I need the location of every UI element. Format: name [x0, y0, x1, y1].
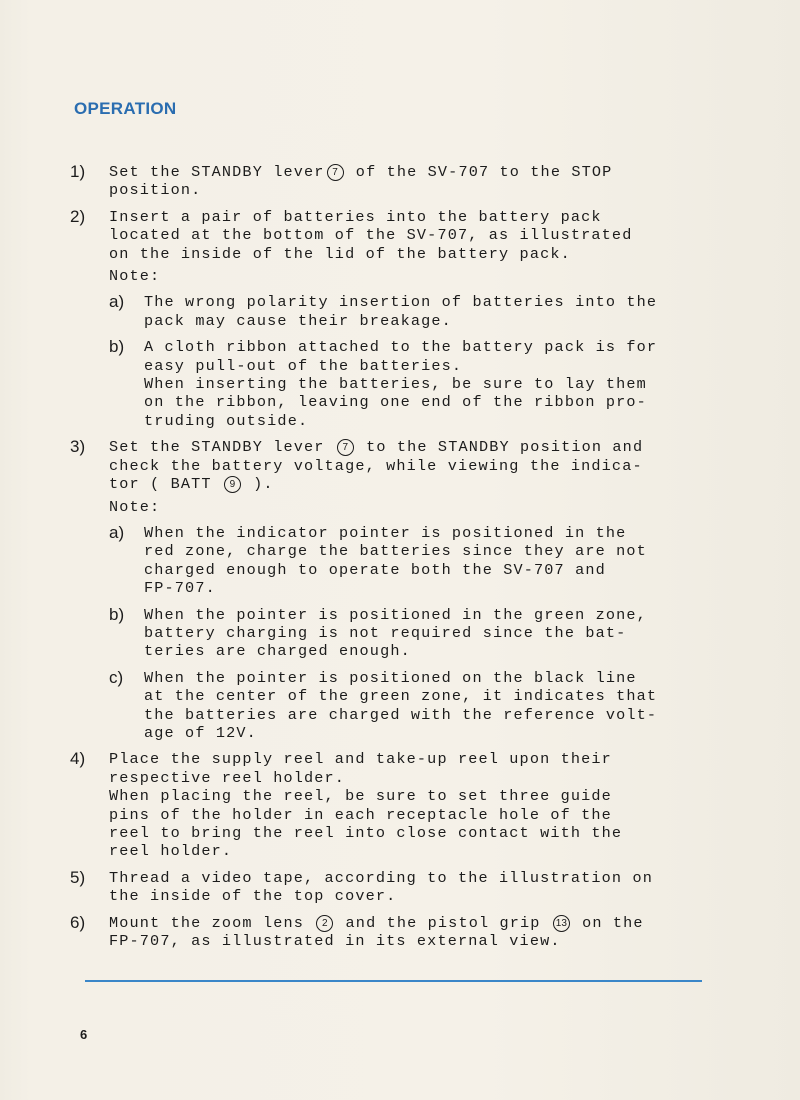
text-run: battery charging is not required since the bat-: [144, 623, 627, 642]
text-run: When the indicator pointer is positioned in the: [144, 523, 627, 542]
note-item-letter: a): [109, 522, 125, 542]
text-line: [144, 706, 735, 724]
text-run: pack may cause their breakage.: [144, 311, 452, 330]
text-line: [109, 914, 735, 932]
note-item: [109, 293, 735, 330]
note-item-letter: a): [109, 292, 125, 312]
step-item: [70, 163, 735, 200]
note-label: Note:: [109, 497, 161, 516]
step-number: 1): [70, 162, 86, 181]
text-line: [144, 579, 735, 597]
text-run: charged enough to operate both the SV-707 and: [144, 560, 606, 579]
text-line: [144, 312, 735, 330]
text-line: [144, 393, 735, 411]
circled-number: 9: [224, 476, 241, 493]
text-run: on the: [571, 913, 644, 932]
text-run: Set the STANDBY lever: [109, 163, 325, 181]
text-line: [109, 932, 735, 950]
text-line: [109, 163, 735, 181]
text-run: When the pointer is positioned on the black line: [144, 668, 637, 687]
text-line: [144, 524, 735, 542]
text-line: [144, 642, 735, 660]
text-run: reel holder.: [109, 842, 233, 861]
text-line: [109, 769, 735, 787]
text-run: reel to bring the reel into close contact with the: [109, 824, 623, 842]
text-run: The wrong polarity insertion of batteries into the: [144, 293, 658, 312]
text-line: [144, 542, 735, 560]
step-number: 2): [70, 206, 86, 226]
text-run: the batteries are charged with the reference volt-: [144, 705, 658, 724]
text-line: [144, 606, 735, 624]
text-line: [144, 624, 735, 642]
step-number: 6): [70, 912, 86, 932]
text-run: FP-707.: [144, 579, 216, 598]
text-line: [109, 824, 735, 842]
text-run: on the ribbon, leaving one end of the ribbon pro-: [144, 393, 647, 412]
step-number: 5): [70, 867, 86, 887]
text-run: pins of the holder in each receptacle hole of the: [109, 805, 612, 824]
step-number: 3): [70, 437, 86, 457]
circled-number: 2: [316, 915, 333, 932]
text-run: age of 12V.: [144, 723, 257, 742]
text-run: position.: [109, 181, 202, 200]
note-item: [109, 338, 735, 430]
text-run: When placing the reel, be sure to set three guide: [109, 787, 612, 806]
text-line: [109, 181, 735, 199]
text-run: red zone, charge the batteries since they are not: [144, 542, 647, 561]
step-item: [70, 208, 735, 430]
text-line: [144, 412, 735, 430]
text-line: [144, 357, 735, 375]
text-line: [109, 787, 735, 805]
circled-number: 13: [553, 915, 570, 932]
text-run: of the SV-707 to the STOP: [345, 163, 613, 181]
text-line: [144, 669, 735, 687]
text-run: Mount the zoom lens: [109, 913, 315, 932]
text-run: tor ( BATT: [109, 475, 222, 494]
text-line: [109, 842, 735, 860]
note-label: Note:: [109, 267, 161, 286]
text-run: When the pointer is positioned in the green zone,: [144, 605, 647, 624]
text-run: ).: [242, 475, 274, 494]
step-item: [70, 869, 735, 906]
text-line: [109, 208, 735, 226]
text-run: located at the bottom of the SV-707, as illustrated: [109, 226, 633, 245]
text-run: Set the STANDBY lever: [109, 438, 335, 457]
text-run: respective reel holder.: [109, 768, 346, 787]
text-run: at the center of the green zone, it indicates that: [144, 687, 658, 706]
note-item-letter: b): [109, 604, 125, 624]
text-line: [109, 457, 735, 475]
text-line: [144, 338, 735, 356]
note-item-letter: c): [109, 667, 124, 687]
bottom-rule: [85, 980, 702, 982]
text-line: [144, 293, 735, 311]
note-item-letter: b): [109, 337, 125, 357]
step-item: [70, 750, 735, 860]
text-run: the inside of the top cover.: [109, 887, 397, 906]
text-run: teries are charged enough.: [144, 642, 411, 661]
text-run: Insert a pair of batteries into the battery pack: [109, 207, 602, 226]
text-run: to the STANDBY position and: [355, 438, 644, 457]
text-line: [109, 226, 735, 244]
text-run: check the battery voltage, while viewing the indica-: [109, 456, 643, 475]
text-run: Thread a video tape, according to the illustration on: [109, 868, 653, 887]
circled-number: 7: [327, 164, 344, 181]
text-line: [109, 806, 735, 824]
note-item: [109, 606, 735, 661]
text-run: When inserting the batteries, be sure to lay them: [144, 375, 647, 394]
text-line: [109, 887, 735, 905]
text-run: easy pull-out of the batteries.: [144, 356, 463, 375]
operation-steps: [70, 163, 735, 958]
text-run: FP-707, as illustrated in its external view.: [109, 932, 561, 951]
text-line: [109, 750, 735, 768]
section-heading: OPERATION: [74, 99, 177, 118]
text-run: Place the supply reel and take-up reel upon their: [109, 750, 612, 769]
text-line: [144, 561, 735, 579]
note-item: [109, 524, 735, 598]
text-line: [144, 687, 735, 705]
text-line: [144, 375, 735, 393]
text-line: [109, 475, 735, 493]
page-number: 6: [80, 1027, 88, 1042]
text-line: [109, 245, 735, 263]
text-run: and the pistol grip: [335, 913, 551, 932]
text-line: [144, 724, 735, 742]
circled-number: 7: [337, 439, 354, 456]
text-run: truding outside.: [144, 411, 309, 430]
text-run: on the inside of the lid of the battery pack.: [109, 244, 571, 263]
step-item: [70, 914, 735, 951]
text-line: [109, 869, 735, 887]
step-number: 4): [70, 749, 86, 769]
text-line: [109, 438, 735, 456]
step-item: [70, 438, 735, 742]
text-run: A cloth ribbon attached to the battery pack is for: [144, 338, 658, 357]
note-item: [109, 669, 735, 743]
